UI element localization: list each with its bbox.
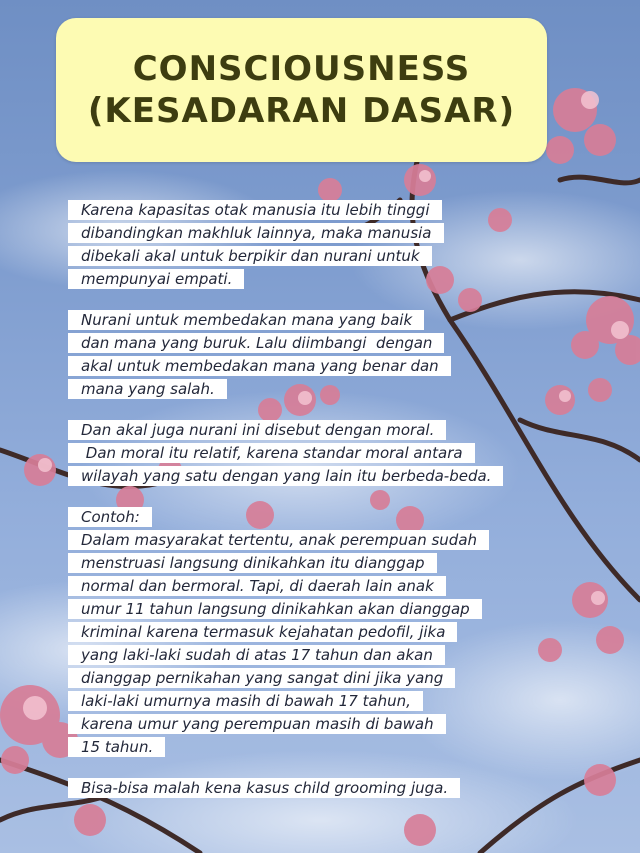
text-line: karena umur yang perempuan masih di bawah (68, 714, 446, 734)
text-line: Bisa-bisa malah kena kasus child grooming juga. (68, 778, 460, 798)
text-line: 15 tahun. (68, 737, 165, 757)
text-line: mempunyai empati. (68, 269, 244, 289)
text-line: dianggap pernikahan yang sangat dini jika yang (68, 668, 455, 688)
text-line: Dan akal juga nurani ini disebut dengan moral. (68, 420, 446, 440)
text-line: Dan moral itu relatif, karena standar moral antara (68, 443, 475, 463)
body-text (68, 200, 608, 819)
text-line: Contoh: (68, 507, 152, 527)
text-line: akal untuk membedakan mana yang benar dan (68, 356, 451, 376)
text-line: Dalam masyarakat tertentu, anak perempuan sudah (68, 530, 489, 550)
text-line: kriminal karena termasuk kejahatan pedofil, jika (68, 622, 457, 642)
paragraph-nurani (68, 310, 608, 399)
paragraph-closing (68, 778, 608, 798)
text-line: normal dan bermoral. Tapi, di daerah lain anak (68, 576, 446, 596)
text-line: dibandingkan makhluk lainnya, maka manusia (68, 223, 444, 243)
text-line: laki-laki umurnya masih di bawah 17 tahun, (68, 691, 423, 711)
text-line: menstruasi langsung dinikahkan itu dianggap (68, 553, 437, 573)
text-line: yang laki-laki sudah di atas 17 tahun dan akan (68, 645, 445, 665)
text-line: umur 11 tahun langsung dinikahkan akan dianggap (68, 599, 482, 619)
text-line: mana yang salah. (68, 379, 227, 399)
paragraph-contoh (68, 507, 608, 757)
paragraph-intro (68, 200, 608, 289)
title-line-2: (KESADARAN DASAR) (87, 91, 516, 131)
title-card (56, 18, 547, 162)
text-line: Karena kapasitas otak manusia itu lebih tinggi (68, 200, 442, 220)
text-line: dibekali akal untuk berpikir dan nurani untuk (68, 246, 432, 266)
paragraph-moral (68, 420, 608, 486)
text-line: wilayah yang satu dengan yang lain itu berbeda-beda. (68, 466, 503, 486)
text-line: Nurani untuk membedakan mana yang baik (68, 310, 424, 330)
title-line-1: CONSCIOUSNESS (132, 49, 471, 89)
text-line: dan mana yang buruk. Lalu diimbangi dengan (68, 333, 444, 353)
